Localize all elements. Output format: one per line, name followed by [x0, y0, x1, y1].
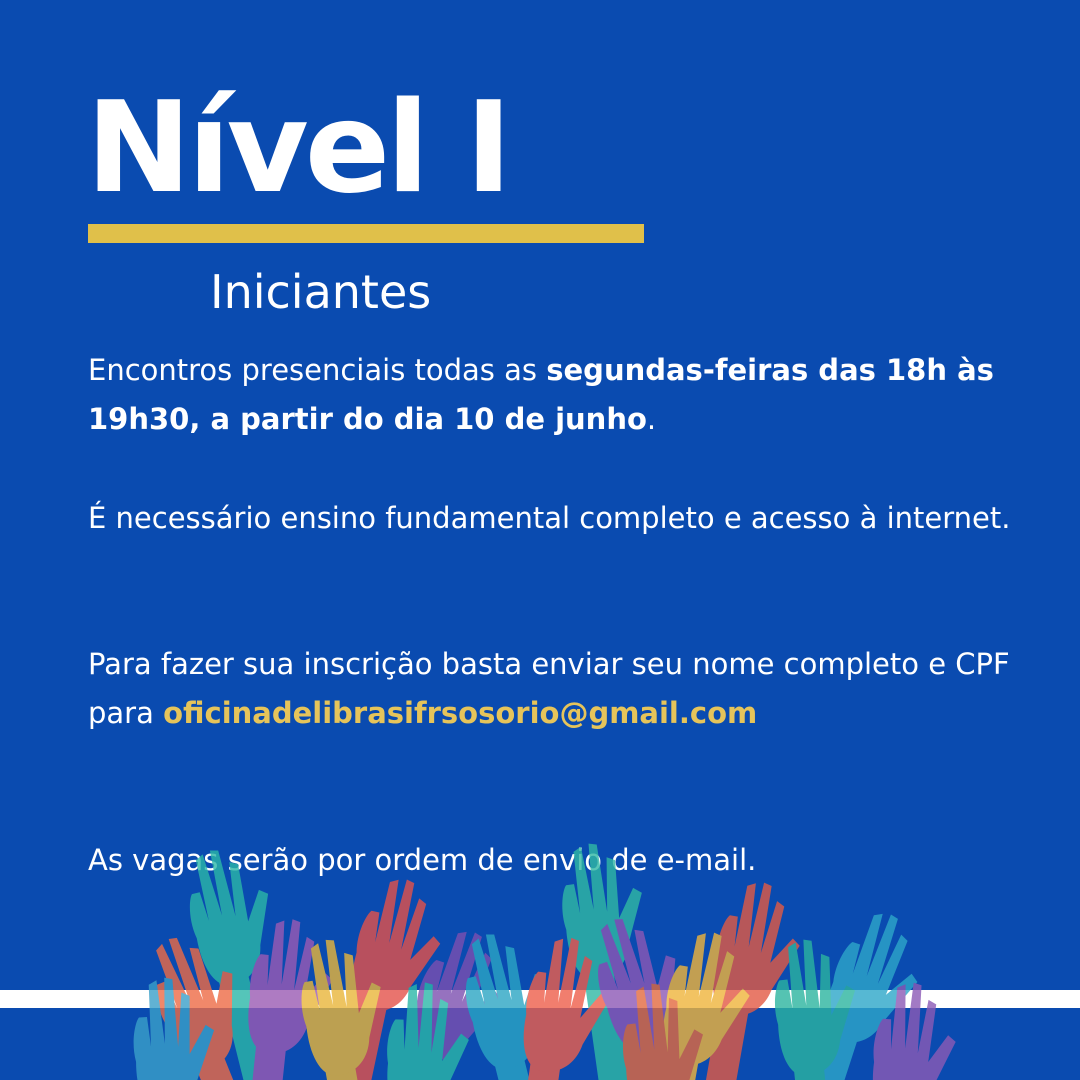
schedule-period: .	[646, 402, 657, 436]
email-link[interactable]: oficinadelibrasifrsosorio@gmail.com	[163, 696, 758, 730]
schedule-paragraph	[88, 346, 1038, 444]
subtitle: Iniciantes	[210, 265, 432, 319]
schedule-text: Encontros presenciais todas as	[88, 353, 547, 387]
title-underline	[88, 224, 644, 243]
page-title: Nível I	[86, 74, 509, 221]
registration-text: Para fazer sua inscrição basta enviar seu nome completo e CPF para	[88, 647, 1010, 730]
requirements-paragraph: É necessário ensino fundamental completo e acesso à internet.	[88, 501, 1011, 535]
registration-paragraph	[88, 640, 1038, 738]
raised-hands-icon	[0, 840, 1080, 1080]
schedule-highlight: segundas-feiras das 18h às 19h30, a partir do dia 10 de junho	[88, 353, 994, 436]
vacancies-paragraph: As vagas serão por ordem de envio de e-mail.	[88, 843, 757, 877]
